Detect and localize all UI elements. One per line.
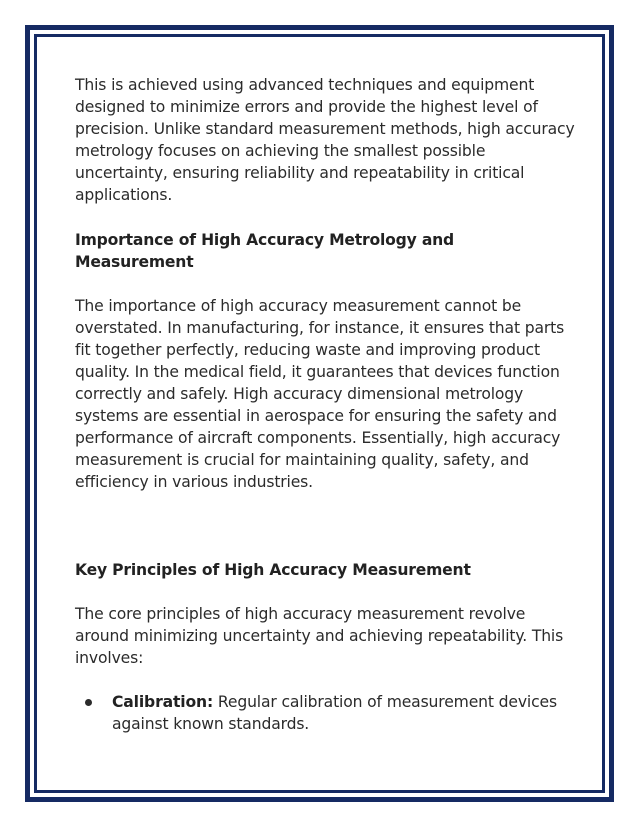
section-paragraph-principles: The core principles of high accuracy measurement revolve around minimizing uncertainty and achieving repeatability. This involves: — [75, 605, 564, 667]
list-item-text: Regular calibration of measurement devices against known standards. — [112, 693, 557, 733]
document-body — [75, 74, 575, 735]
intro-paragraph: This is achieved using advanced techniques and equipment designed to minimize errors and provide the highest level of precision. Unlike standard measurement methods, high accuracy metrology focuses on achieving the smallest possible uncertainty, ensuring reliability and repeatability in critical applications. — [75, 76, 575, 204]
section-heading-principles: Key Principles of High Accuracy Measurement — [75, 561, 471, 579]
bullet-icon — [85, 699, 92, 706]
section-paragraph-importance: The importance of high accuracy measurement cannot be overstated. In manufacturing, for instance, it ensures that parts fit together perfectly, reducing waste and improving product quality. In the medical field, it guarantees that devices function correctly and safely. High accuracy dimensional metrology systems are essential in aerospace for ensuring the safety and performance of aircraft components. Essentially, high accuracy measurement is crucial for maintaining quality, safety, and efficiency in various industries. — [75, 297, 565, 491]
list-item — [75, 691, 575, 735]
list-item-term: Calibration: — [112, 693, 214, 711]
section-heading-importance: Importance of High Accuracy Metrology and Measurement — [75, 231, 455, 271]
principles-list — [75, 691, 575, 735]
